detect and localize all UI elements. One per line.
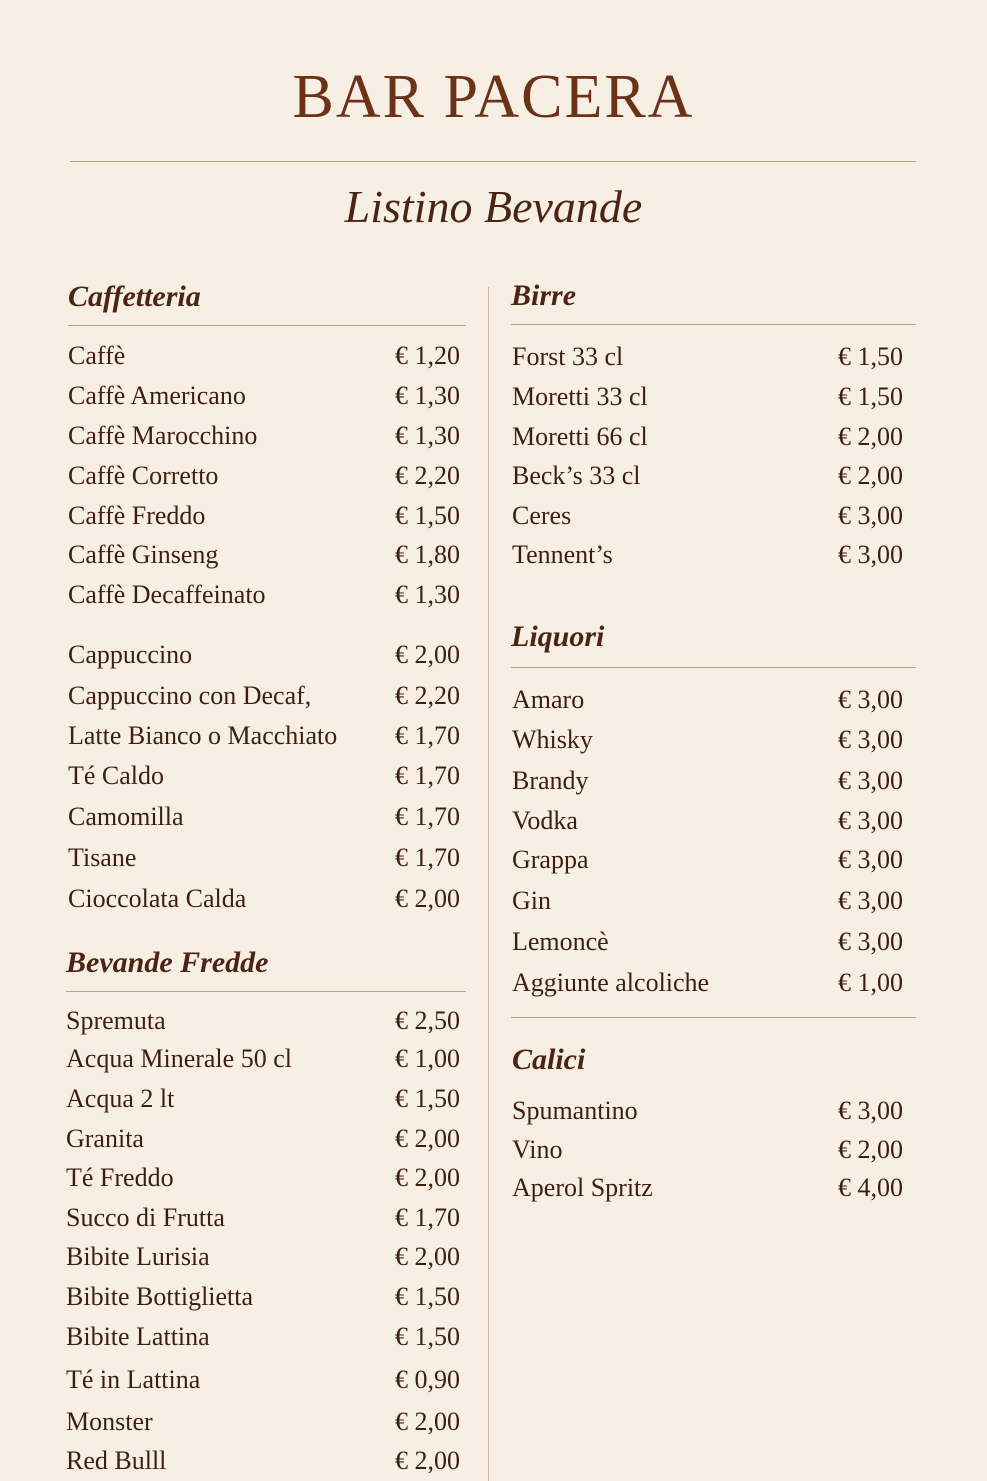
item-price: € 4,00 bbox=[838, 1173, 903, 1202]
list-item bbox=[66, 1042, 460, 1076]
item-price: € 3,00 bbox=[838, 806, 903, 835]
list-item bbox=[68, 379, 460, 413]
list-item bbox=[512, 380, 903, 414]
title-divider bbox=[70, 161, 916, 162]
item-price: € 1,70 bbox=[395, 761, 460, 790]
list-item bbox=[512, 459, 903, 493]
section-heading-calici: Calici bbox=[512, 1043, 586, 1076]
list-item bbox=[512, 925, 903, 959]
section-heading-bevande-fredde: Bevande Fredde bbox=[66, 946, 269, 979]
section-divider bbox=[68, 325, 466, 326]
item-price: € 3,00 bbox=[838, 927, 903, 956]
item-price: € 3,00 bbox=[838, 886, 903, 915]
list-item bbox=[68, 679, 460, 713]
item-price: € 1,30 bbox=[395, 421, 460, 450]
item-price: € 1,70 bbox=[395, 843, 460, 872]
item-price: € 3,00 bbox=[838, 766, 903, 795]
item-name: Camomilla bbox=[68, 802, 184, 831]
list-item bbox=[512, 340, 903, 374]
list-item bbox=[66, 1082, 460, 1116]
item-name: Spremuta bbox=[66, 1006, 166, 1035]
list-item bbox=[68, 499, 460, 533]
item-name: Brandy bbox=[512, 766, 589, 795]
item-price: € 3,00 bbox=[838, 845, 903, 874]
item-name: Spumantino bbox=[512, 1096, 638, 1125]
list-item bbox=[68, 882, 460, 916]
list-item bbox=[512, 1133, 903, 1167]
item-name: Latte Bianco o Macchiato bbox=[68, 721, 338, 750]
item-name: Aggiunte alcoliche bbox=[512, 968, 710, 997]
item-price: € 1,20 bbox=[395, 341, 460, 370]
section-divider bbox=[511, 667, 916, 668]
item-price: € 0,90 bbox=[395, 1365, 460, 1394]
list-item bbox=[66, 1161, 460, 1195]
item-price: € 1,50 bbox=[838, 382, 903, 411]
list-item bbox=[66, 1405, 460, 1439]
item-price: € 3,00 bbox=[838, 540, 903, 569]
section-heading-birre: Birre bbox=[511, 279, 577, 312]
item-price: € 1,50 bbox=[395, 1084, 460, 1113]
list-item bbox=[68, 719, 460, 753]
item-name: Tennent’s bbox=[512, 540, 613, 569]
item-name: Beck’s 33 cl bbox=[512, 461, 641, 490]
item-name: Amaro bbox=[512, 685, 585, 714]
list-item bbox=[68, 578, 460, 612]
item-name: Caffè Decaffeinato bbox=[68, 580, 266, 609]
list-item bbox=[66, 1280, 460, 1314]
list-item bbox=[512, 884, 903, 918]
item-name: Cioccolata Calda bbox=[68, 884, 247, 913]
item-name: Red Bulll bbox=[66, 1446, 167, 1475]
item-name: Gin bbox=[512, 886, 551, 915]
item-price: € 2,50 bbox=[395, 1006, 460, 1035]
item-price: € 2,00 bbox=[838, 1135, 903, 1164]
list-item bbox=[66, 1363, 460, 1397]
item-name: Caffè Marocchino bbox=[68, 421, 258, 450]
item-name: Aperol Spritz bbox=[512, 1173, 653, 1202]
page-subtitle: Listino Bevande bbox=[344, 181, 643, 232]
item-name: Moretti 66 cl bbox=[512, 422, 648, 451]
item-name: Caffè Freddo bbox=[68, 501, 206, 530]
item-name: Moretti 33 cl bbox=[512, 382, 648, 411]
item-name: Vodka bbox=[512, 806, 578, 835]
item-name: Bibite Lurisia bbox=[66, 1242, 210, 1271]
page-title: BAR PACERA bbox=[292, 63, 695, 131]
list-item bbox=[68, 841, 460, 875]
item-name: Caffè Americano bbox=[68, 381, 246, 410]
item-price: € 1,30 bbox=[395, 381, 460, 410]
item-price: € 2,00 bbox=[395, 640, 460, 669]
item-price: € 2,20 bbox=[395, 681, 460, 710]
item-price: € 2,00 bbox=[838, 461, 903, 490]
item-name: Monster bbox=[66, 1407, 153, 1436]
item-name: Caffè bbox=[68, 341, 126, 370]
item-name: Té Caldo bbox=[68, 761, 165, 790]
item-name: Té in Lattina bbox=[66, 1365, 201, 1394]
item-price: € 2,00 bbox=[395, 1242, 460, 1271]
item-price: € 2,00 bbox=[395, 1407, 460, 1436]
list-item bbox=[512, 420, 903, 454]
item-price: € 1,50 bbox=[838, 342, 903, 371]
list-item bbox=[512, 966, 903, 1000]
item-price: € 1,70 bbox=[395, 802, 460, 831]
item-name: Acqua Minerale 50 cl bbox=[66, 1044, 292, 1073]
list-item bbox=[512, 723, 903, 757]
section-divider bbox=[511, 1017, 916, 1018]
list-item bbox=[68, 538, 460, 572]
item-name: Succo di Frutta bbox=[66, 1203, 225, 1232]
list-item bbox=[68, 638, 460, 672]
item-name: Acqua 2 lt bbox=[66, 1084, 175, 1113]
item-price: € 1,00 bbox=[395, 1044, 460, 1073]
list-item bbox=[66, 1444, 460, 1478]
item-price: € 3,00 bbox=[838, 501, 903, 530]
item-name: Bibite Bottiglietta bbox=[66, 1282, 254, 1311]
list-item bbox=[66, 1201, 460, 1235]
item-name: Ceres bbox=[512, 501, 572, 530]
list-item bbox=[512, 1171, 903, 1205]
item-name: Caffè Corretto bbox=[68, 461, 219, 490]
item-price: € 1,70 bbox=[395, 1203, 460, 1232]
item-price: € 2,00 bbox=[395, 1163, 460, 1192]
list-item bbox=[512, 499, 903, 533]
item-price: € 3,00 bbox=[838, 685, 903, 714]
list-item bbox=[512, 804, 903, 838]
item-name: Granita bbox=[66, 1124, 144, 1153]
section-divider bbox=[66, 991, 466, 992]
item-name: Cappuccino con Decaf, bbox=[68, 681, 312, 710]
item-name: Vino bbox=[512, 1135, 563, 1164]
item-price: € 1,80 bbox=[395, 540, 460, 569]
item-name: Caffè Ginseng bbox=[68, 540, 219, 569]
item-name: Té Freddo bbox=[66, 1163, 174, 1192]
item-price: € 2,00 bbox=[395, 1124, 460, 1153]
item-name: Forst 33 cl bbox=[512, 342, 624, 371]
item-name: Whisky bbox=[512, 725, 593, 754]
list-item bbox=[66, 1240, 460, 1274]
list-item bbox=[68, 800, 460, 834]
item-name: Bibite Lattina bbox=[66, 1322, 210, 1351]
section-divider bbox=[511, 324, 916, 325]
list-item bbox=[68, 339, 460, 373]
item-price: € 2,00 bbox=[395, 884, 460, 913]
item-price: € 3,00 bbox=[838, 1096, 903, 1125]
list-item bbox=[68, 459, 460, 493]
list-item bbox=[66, 1122, 460, 1156]
item-name: Grappa bbox=[512, 845, 589, 874]
item-name: Cappuccino bbox=[68, 640, 193, 669]
item-price: € 1,50 bbox=[395, 501, 460, 530]
list-item bbox=[512, 764, 903, 798]
item-price: € 2,00 bbox=[838, 422, 903, 451]
item-price: € 1,00 bbox=[838, 968, 903, 997]
item-price: € 2,20 bbox=[395, 461, 460, 490]
item-price: € 1,30 bbox=[395, 580, 460, 609]
item-price: € 1,50 bbox=[395, 1282, 460, 1311]
column-divider bbox=[488, 287, 489, 1481]
list-item bbox=[68, 419, 460, 453]
list-item bbox=[512, 538, 903, 572]
item-name: Tisane bbox=[68, 843, 137, 872]
item-price: € 2,00 bbox=[395, 1446, 460, 1475]
section-heading-liquori: Liquori bbox=[511, 620, 605, 653]
list-item bbox=[512, 843, 903, 877]
list-item bbox=[68, 759, 460, 793]
item-price: € 1,70 bbox=[395, 721, 460, 750]
list-item bbox=[66, 1004, 460, 1038]
item-price: € 1,50 bbox=[395, 1322, 460, 1351]
list-item bbox=[512, 1094, 903, 1128]
list-item bbox=[512, 683, 903, 717]
item-name: Lemoncè bbox=[512, 927, 609, 956]
item-price: € 3,00 bbox=[838, 725, 903, 754]
list-item bbox=[66, 1320, 460, 1354]
section-heading-caffetteria: Caffetteria bbox=[68, 280, 201, 313]
